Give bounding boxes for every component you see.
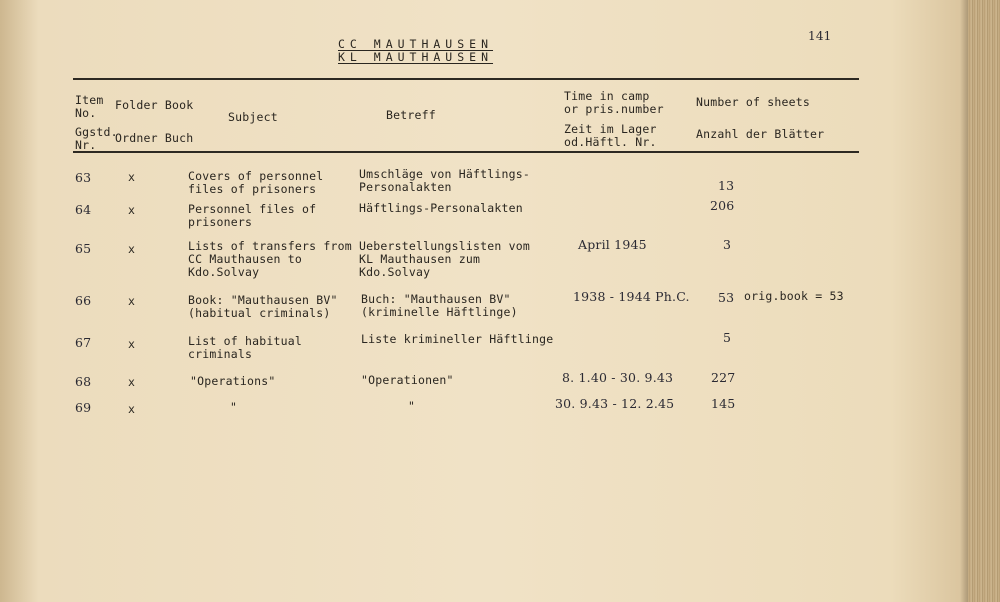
row-betreff: "Operationen": [361, 373, 454, 387]
header-top-rule: [73, 78, 859, 80]
row-betreff: Buch: "Mauthausen BV" (kriminelle Häftlinge): [361, 292, 518, 319]
row-betreff: Liste krimineller Häftlinge: [361, 332, 554, 346]
col-sheets-en: Number of sheets: [696, 95, 810, 109]
row-subject: "Operations": [190, 374, 276, 388]
row-betreff: Ueberstellungslisten vom KL Mauthausen zum Kdo.Solvay: [359, 239, 530, 279]
row-time: 8. 1.40 - 30. 9.43: [562, 370, 674, 385]
row-time: 1938 - 1944 Ph.C.: [573, 289, 690, 304]
row-betreff-ditto: ": [408, 399, 416, 413]
row-time: 30. 9.43 - 12. 2.45: [555, 396, 675, 411]
col-item-en: Item No.: [75, 93, 104, 120]
header-bottom-rule: [73, 151, 859, 153]
row-subject: List of habitual criminals: [188, 334, 302, 361]
row-item: 65: [75, 241, 92, 256]
row-sheets: 5: [723, 330, 732, 345]
col-item-de: Ggstd. Nr.: [75, 125, 118, 152]
col-folder-book-en: Folder Book: [115, 98, 194, 112]
page-number: 141: [808, 29, 832, 43]
row-folder-book: x: [128, 375, 136, 389]
row-item: 66: [75, 293, 92, 308]
col-time-en: Time in camp or pris.number: [564, 89, 664, 116]
col-sheets-de: Anzahl der Blätter: [696, 127, 825, 141]
row-item: 67: [75, 335, 92, 350]
row-time: April 1945: [578, 237, 647, 252]
row-subject: Personnel files of prisoners: [188, 202, 317, 229]
row-note: orig.book = 53: [744, 289, 844, 303]
heading-english: CC MAUTHAUSEN: [338, 37, 494, 51]
row-sheets: 145: [711, 396, 736, 411]
row-sheets: 53: [718, 290, 735, 305]
row-folder-book: x: [128, 242, 136, 256]
row-sheets: 13: [718, 178, 735, 193]
row-subject: Lists of transfers from CC Mauthausen to Kdo.Solvay: [188, 239, 352, 279]
row-folder-book: x: [128, 402, 136, 416]
row-sheets: 206: [710, 198, 735, 213]
row-item: 68: [75, 374, 92, 389]
col-betreff: Betreff: [386, 108, 436, 122]
row-sheets: 227: [711, 370, 736, 385]
row-folder-book: x: [128, 203, 136, 217]
row-betreff: Umschläge von Häftlings- Personalakten: [359, 167, 530, 194]
row-item: 64: [75, 202, 92, 217]
row-subject: Book: "Mauthausen BV" (habitual criminals): [188, 293, 338, 320]
row-folder-book: x: [128, 170, 136, 184]
col-time-de: Zeit im Lager od.Häftl. Nr.: [564, 122, 657, 149]
col-folder-book-de: Ordner Buch: [115, 131, 194, 145]
row-subject: Covers of personnel files of prisoners: [188, 169, 324, 196]
row-subject-ditto: ": [230, 400, 238, 414]
row-item: 63: [75, 170, 92, 185]
row-item: 69: [75, 400, 92, 415]
row-folder-book: x: [128, 294, 136, 308]
row-folder-book: x: [128, 337, 136, 351]
book-page-edges: [968, 0, 1000, 602]
row-sheets: 3: [723, 237, 732, 252]
heading-german: KL MAUTHAUSEN: [338, 50, 494, 64]
row-betreff: Häftlings-Personalakten: [359, 201, 523, 215]
col-subject: Subject: [228, 110, 278, 124]
